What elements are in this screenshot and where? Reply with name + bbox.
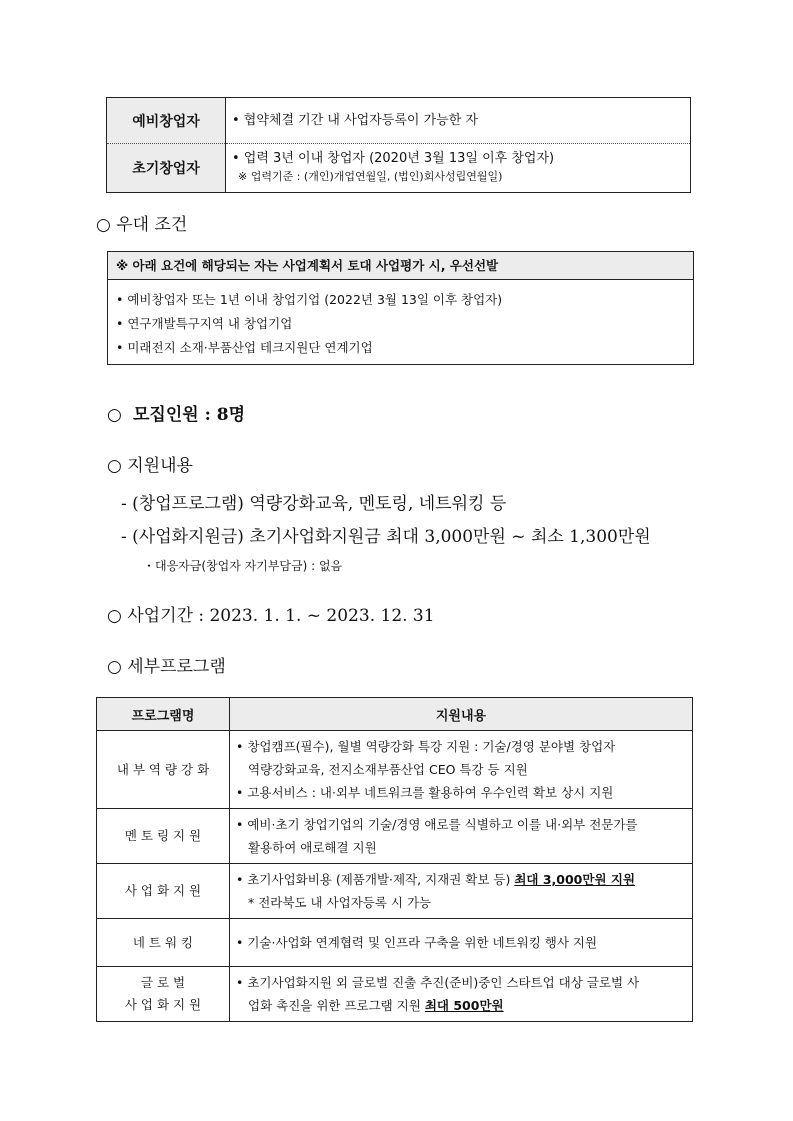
- program-heading: ○ 세부프로그램: [107, 657, 226, 677]
- program-desc: [230, 809, 693, 864]
- column-header-name: 프로그램명: [97, 698, 230, 731]
- program-desc-text: • 초기사업화비용 (제품개발·제작, 지재권 확보 등): [236, 872, 515, 887]
- eligibility-note: ※ 업력기준 : (개인)개업연월일, (법인)회사성립연월일): [238, 170, 503, 183]
- program-desc: [230, 731, 693, 809]
- program-desc: [230, 864, 693, 919]
- support-item: - (창업프로그램) 역량강화교육, 멘토링, 네트워킹 등: [121, 494, 507, 514]
- program-desc-line: [236, 868, 686, 891]
- program-name: 네 트 워 킹: [97, 919, 230, 967]
- program-name: 멘 토 링 지 원: [97, 809, 230, 864]
- program-desc: [230, 967, 693, 1022]
- program-desc-line: • 창업캠프(필수), 월별 역량강화 특강 지원 : 기술/경영 분야별 창업자: [236, 739, 616, 754]
- program-desc-emphasis: 최대 3,000만원 지원: [514, 872, 636, 887]
- program-name-line: 글 로 벌: [140, 975, 186, 990]
- program-desc-line: 역량강화교육, 전지소재부품산업 CEO 특강 등 지원: [248, 762, 528, 777]
- recruit-line: [107, 400, 245, 425]
- preference-box-title: ※ 아래 요건에 해당되는 자는 사업계획서 토대 사업평가 시, 우선선발: [108, 252, 693, 280]
- preference-heading: ○ 우대 조건: [96, 215, 188, 235]
- program-name: 사 업 화 지 원: [97, 864, 230, 919]
- period-line: ○ 사업기간 : 2023. 1. 1. ~ 2023. 12. 31: [107, 606, 435, 626]
- preference-item: • 예비창업자 또는 1년 이내 창업기업 (2022년 3월 13일 이후 창업자): [116, 292, 503, 307]
- support-item: - (사업화지원금) 초기사업화지원금 최대 3,000만원 ~ 최소 1,300만원: [121, 527, 651, 547]
- eligibility-label: 초기창업자: [107, 144, 226, 193]
- column-header-desc: 지원내용: [230, 698, 693, 731]
- eligibility-desc: • 협약체결 기간 내 사업자등록이 가능한 자: [232, 112, 478, 128]
- program-desc: [230, 919, 693, 967]
- preference-item: • 미래전지 소재·부품산업 테크지원단 연계기업: [116, 340, 373, 355]
- program-name: [97, 967, 230, 1022]
- program-name-line: 사 업 화 지 원: [124, 997, 202, 1012]
- eligibility-desc: • 업력 3년 이내 창업자 (2020년 3월 13일 이후 창업자): [232, 151, 555, 166]
- program-desc-text: 업화 촉진을 위한 프로그램 지원: [248, 998, 425, 1013]
- recruit-bullet: ○: [107, 405, 122, 425]
- support-heading: ○ 지원내용: [107, 456, 193, 476]
- program-desc-line: * 전라북도 내 사업자등록 시 가능: [248, 895, 432, 910]
- eligibility-label: 예비창업자: [107, 98, 226, 144]
- program-desc-line: • 기술·사업화 연계협력 및 인프라 구축을 위한 네트워킹 행사 지원: [236, 935, 598, 950]
- preference-item: • 연구개발특구지역 내 창업기업: [116, 316, 293, 331]
- program-table: [96, 697, 693, 1022]
- program-desc-line: • 고용서비스 : 내·외부 네트워크를 활용하여 우수인력 확보 상시 지원: [236, 785, 614, 800]
- recruit-text: 모집인원 : 8명: [133, 405, 246, 425]
- program-desc-line: [236, 994, 686, 1017]
- program-name: 내 부 역 량 강 화: [97, 731, 230, 809]
- program-desc-line: 활용하여 애로해결 지원: [248, 840, 377, 855]
- program-desc-emphasis: 최대 500만원: [424, 998, 504, 1013]
- program-desc-line: • 예비·초기 창업기업의 기술/경영 애로를 식별하고 이를 내·외부 전문가를: [236, 817, 638, 832]
- support-note: ・대응자금(창업자 자기부담금) : 없음: [143, 559, 343, 573]
- preference-box: [107, 251, 694, 365]
- program-desc-line: • 초기사업화지원 외 글로벌 진출 추진(준비)중인 스타트업 대상 글로벌 사: [236, 975, 640, 990]
- eligibility-table: [106, 97, 691, 193]
